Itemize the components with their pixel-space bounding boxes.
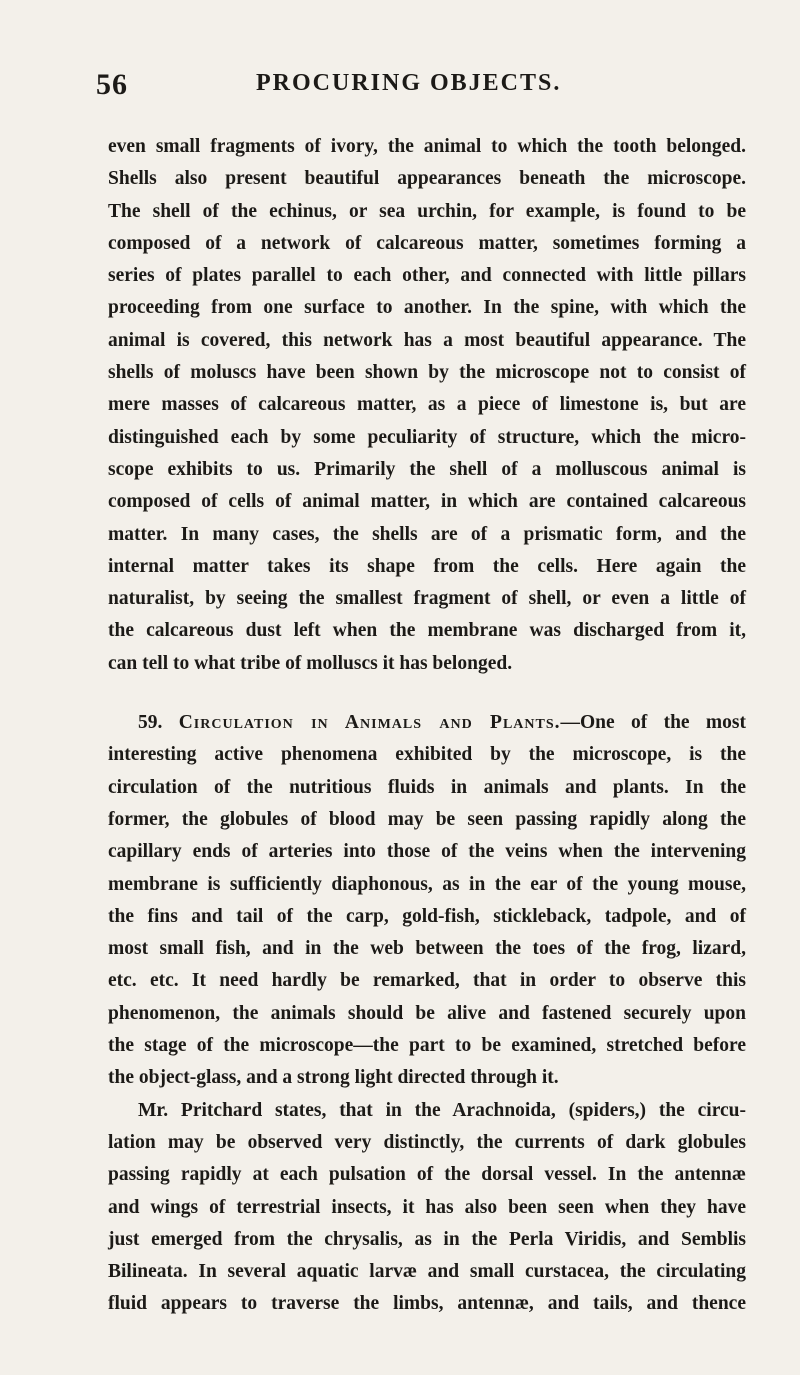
text-line: even small fragments of ivory, the animal to which the tooth belonged. (108, 136, 746, 157)
section-number: 59. (138, 712, 163, 734)
text-line: Bilineata. In several aquatic larvæ and small curstacea, the circulating (108, 1261, 746, 1283)
text-line: membrane is sufficiently diaphonous, as in the ear of the young mouse, (108, 873, 746, 895)
text-line: scope exhibits to us. Primarily the shell of a molluscous animal is (108, 458, 746, 480)
text-line: Shells also present beautiful appearances beneath the microscope. (108, 168, 746, 190)
text-line: etc. etc. It need hardly be remarked, that in order to observe this (108, 970, 746, 992)
text-line: distinguished each by some peculiarity of structure, which the micro- (108, 426, 746, 448)
text-line: can tell to what tribe of molluscs it has belonged. (108, 652, 513, 674)
text-line: lation may be observed very distinctly, the currents of dark globules (108, 1131, 746, 1153)
text-line: and wings of terrestrial insects, it has also been seen when they have (108, 1196, 746, 1218)
text-line: just emerged from the chrysalis, as in the Perla Viridis, and Semblis (108, 1228, 746, 1250)
running-title: PROCURING OBJECTS. (256, 70, 562, 96)
text-line: proceeding from one surface to another. In the spine, with which the (108, 297, 746, 319)
section-heading: Circulation in Animals and Plants. (178, 712, 561, 734)
page-body (108, 131, 746, 1321)
text-line: composed of a network of calcareous matter, sometimes forming a (108, 232, 746, 254)
text-line: circulation of the nutritious fluids in animals and plants. In the (108, 776, 746, 798)
text-line: composed of cells of animal matter, in which are contained calcareous (108, 491, 746, 513)
text-line: interesting active phenomena exhibited by the microscope, is the (108, 744, 746, 766)
text-line: fluid appears to traverse the limbs, antennæ, and tails, and thence (108, 1293, 746, 1315)
text-line: series of plates parallel to each other, and connected with little pillars (108, 265, 746, 287)
text-line: capillary ends of arteries into those of the veins when the intervening (108, 841, 746, 863)
text-line: animal is covered, this network has a most beautiful appearance. The (108, 329, 746, 351)
text-line: phenomenon, the animals should be alive and fastened securely upon (108, 1002, 746, 1024)
text-line: the calcareous dust left when the membrane was discharged from it, (108, 620, 746, 642)
text-line: Mr. Pritchard states, that in the Arachnoida, (spiders,) the circu- (138, 1099, 746, 1121)
text-line: naturalist, by seeing the smallest fragment of shell, or even a little of (108, 588, 746, 610)
section-first-line-rest: —One of the most (560, 712, 746, 734)
paragraph-spacer (108, 680, 746, 707)
text-line: mere masses of calcareous matter, as a piece of limestone is, but are (108, 394, 746, 416)
text-line: the fins and tail of the carp, gold-fish, stickleback, tadpole, and of (108, 905, 746, 927)
text-line: the object-glass, and a strong light directed through it. (108, 1067, 559, 1089)
text-line: former, the globules of blood may be seen passing rapidly along the (108, 808, 746, 830)
text-line: The shell of the echinus, or sea urchin, for example, is found to be (108, 200, 746, 222)
text-line: the stage of the microscope—the part to be examined, stretched before (108, 1035, 746, 1057)
section-59 (108, 707, 746, 1095)
text-line: most small fish, and in the web between the toes of the frog, lizard, (108, 938, 746, 960)
text-line: matter. In many cases, the shells are of a prismatic form, and the (108, 523, 746, 545)
section-first-line (108, 707, 746, 739)
text-line: shells of moluscs have been shown by the microscope not to consist of (108, 362, 746, 384)
text-line: passing rapidly at each pulsation of the dorsal vessel. In the antennæ (108, 1164, 746, 1186)
paragraph-pritchard (108, 1095, 746, 1321)
text-line: internal matter takes its shape from the cells. Here again the (108, 555, 746, 577)
paragraph-shells (108, 131, 746, 680)
page-number: 56 (96, 68, 128, 101)
page-header (96, 68, 736, 108)
